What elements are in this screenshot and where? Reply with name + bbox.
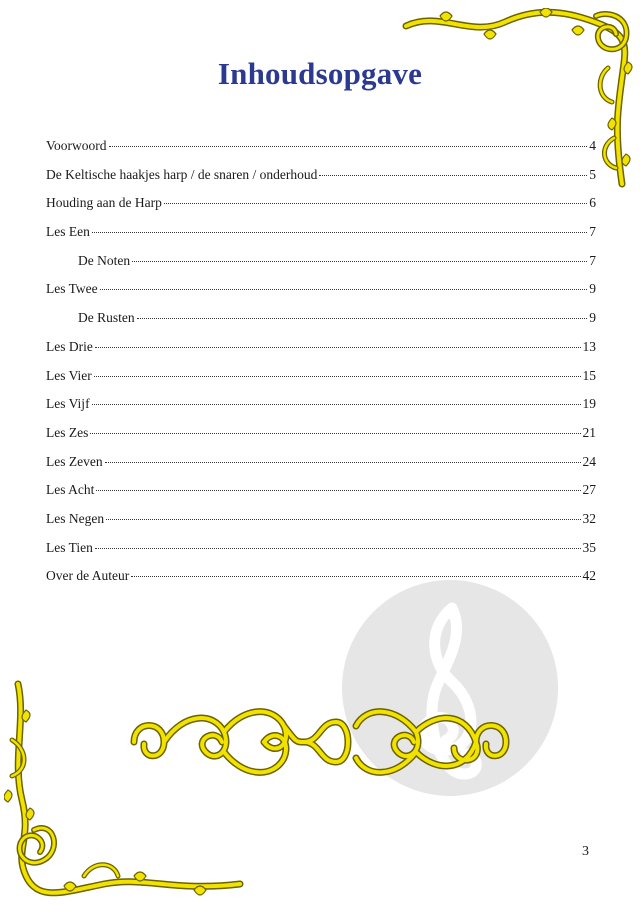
toc-entry[interactable] <box>46 224 596 253</box>
toc-dot-leader <box>137 318 588 319</box>
toc-entry-label: Les Negen <box>46 510 105 526</box>
toc-entry[interactable] <box>46 281 596 310</box>
celtic-vine-corner-bottom-left-icon <box>4 680 244 902</box>
toc-entry-page: 15 <box>582 367 596 383</box>
toc-dot-leader <box>92 232 587 233</box>
toc-entry[interactable] <box>46 482 596 511</box>
toc-entry-page: 5 <box>589 166 596 182</box>
toc-entry-page: 24 <box>582 453 596 469</box>
toc-dot-leader <box>132 261 587 262</box>
toc-entry-page: 21 <box>582 424 596 440</box>
toc-entry-page: 7 <box>589 252 596 268</box>
toc-entry[interactable] <box>46 396 596 425</box>
toc-entry[interactable] <box>46 167 596 196</box>
toc-entry[interactable] <box>46 253 596 282</box>
toc-entry-label: Over de Auteur <box>46 568 130 584</box>
toc-entry[interactable] <box>46 195 596 224</box>
toc-entry-label: De Rusten <box>78 310 135 326</box>
toc-entry[interactable] <box>46 540 596 569</box>
toc-entry[interactable] <box>46 368 596 397</box>
toc-entry-label: Les Zeven <box>46 453 103 469</box>
toc-entry-label: Les Een <box>46 224 90 240</box>
toc-entry-page: 6 <box>589 195 596 211</box>
toc-dot-leader <box>100 289 588 290</box>
toc-entry-label: Voorwoord <box>46 138 107 153</box>
toc-dot-leader <box>105 462 581 463</box>
toc-dot-leader <box>94 376 581 377</box>
toc-entry[interactable] <box>46 511 596 540</box>
toc-dot-leader <box>92 404 581 405</box>
toc-entry-label: Les Vier <box>46 367 92 383</box>
toc-entry-label: Les Acht <box>46 482 95 498</box>
toc-dot-leader <box>109 146 588 147</box>
toc-entry-label: Les Twee <box>46 281 98 297</box>
toc-entry[interactable] <box>46 339 596 368</box>
toc-entry-label: Les Drie <box>46 338 93 354</box>
toc-dot-leader <box>95 347 581 348</box>
toc-dot-leader <box>106 519 580 520</box>
toc-entry-page: 42 <box>582 568 596 584</box>
toc-entry-page: 27 <box>582 482 596 498</box>
toc-entry[interactable] <box>46 454 596 483</box>
page-number: 3 <box>582 844 589 859</box>
toc-dot-leader <box>319 175 587 176</box>
toc-dot-leader <box>90 433 580 434</box>
toc-entry-label: Les Tien <box>46 539 93 555</box>
toc-dot-leader <box>95 548 581 549</box>
toc-entry-page: 35 <box>582 539 596 555</box>
toc-entry-label: Les Vijf <box>46 396 90 412</box>
toc-entry-page: 13 <box>582 338 596 354</box>
toc-entry[interactable] <box>46 425 596 454</box>
toc-entry-page: 19 <box>582 396 596 412</box>
toc-dot-leader <box>164 203 587 204</box>
table-of-contents <box>46 138 596 597</box>
toc-entry-label: De Noten <box>78 252 131 268</box>
toc-entry-page: 32 <box>582 510 596 526</box>
toc-entry-page: 9 <box>589 310 596 326</box>
toc-entry[interactable] <box>46 138 596 167</box>
toc-entry-label: Houding aan de Harp <box>46 195 162 211</box>
toc-entry-page: 7 <box>589 224 596 240</box>
toc-entry-label: De Keltische haakjes harp / de snaren / onderhoud <box>46 166 318 182</box>
toc-entry-page: 9 <box>589 281 596 297</box>
toc-entry[interactable] <box>46 310 596 339</box>
toc-entry-page: 4 <box>589 138 596 153</box>
toc-entry-label: Les Zes <box>46 424 89 440</box>
toc-dot-leader <box>96 490 580 491</box>
page-title: Inhoudsopgave <box>217 56 423 91</box>
